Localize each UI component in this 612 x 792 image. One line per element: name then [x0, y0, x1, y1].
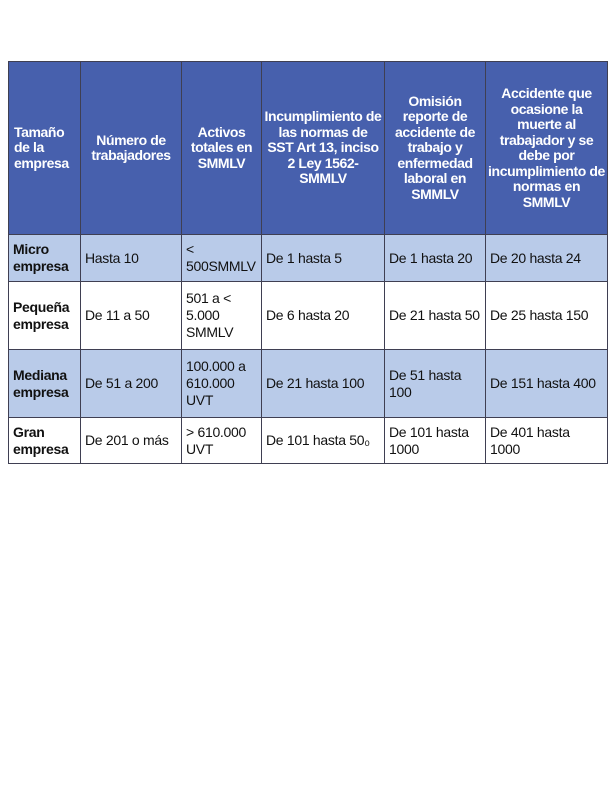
- header-sst-noncompliance: Incumplimiento de las normas de SST Art 13, inciso 2 Ley 1562- SMMLV: [262, 62, 385, 235]
- report-fine-cell: De 51 hasta 100: [385, 350, 486, 418]
- company-size-cell: Mediana empresa: [9, 350, 81, 418]
- table-row: [9, 418, 608, 464]
- table-row: [9, 282, 608, 350]
- assets-cell: > 610.000 UVT: [182, 418, 262, 464]
- company-size-cell: Pequeña empresa: [9, 282, 81, 350]
- assets-cell: < 500SMMLV: [182, 235, 262, 282]
- workers-cell: De 51 a 200: [81, 350, 182, 418]
- workers-cell: De 201 o más: [81, 418, 182, 464]
- fatal-fine-cell: De 151 hasta 400: [486, 350, 608, 418]
- report-fine-cell: De 1 hasta 20: [385, 235, 486, 282]
- header-row: [9, 62, 608, 235]
- fatal-fine-cell: De 401 hasta 1000: [486, 418, 608, 464]
- assets-cell: 100.000 a 610.000 UVT: [182, 350, 262, 418]
- workers-cell: De 11 a 50: [81, 282, 182, 350]
- header-company-size: Tamaño de la empresa: [9, 62, 81, 235]
- sst-fine-cell: De 6 hasta 20: [262, 282, 385, 350]
- fatal-fine-cell: De 25 hasta 150: [486, 282, 608, 350]
- sst-fine-cell: De 1 hasta 5: [262, 235, 385, 282]
- workers-cell: Hasta 10: [81, 235, 182, 282]
- company-size-cell: Micro empresa: [9, 235, 81, 282]
- table-header: [9, 62, 608, 235]
- fatal-fine-cell: De 20 hasta 24: [486, 235, 608, 282]
- report-fine-cell: De 21 hasta 50: [385, 282, 486, 350]
- assets-cell: 501 a < 5.000 SMMLV: [182, 282, 262, 350]
- sanctions-table: [8, 61, 608, 464]
- sst-fine-cell: De 101 hasta 50₀: [262, 418, 385, 464]
- header-fatal-accident: Accidente que ocasione la muerte al trabajador y se debe por incumplimiento de normas en SMMLV: [486, 62, 608, 235]
- table-body: [9, 235, 608, 464]
- header-total-assets: Activos totales en SMMLV: [182, 62, 262, 235]
- report-fine-cell: De 101 hasta 1000: [385, 418, 486, 464]
- company-size-cell: Gran empresa: [9, 418, 81, 464]
- table-row: [9, 235, 608, 282]
- sst-fine-cell: De 21 hasta 100: [262, 350, 385, 418]
- table-row: [9, 350, 608, 418]
- header-worker-count: Número de trabajadores: [81, 62, 182, 235]
- header-report-omission: Omisión reporte de accidente de trabajo y enfermedad laboral en SMMLV: [385, 62, 486, 235]
